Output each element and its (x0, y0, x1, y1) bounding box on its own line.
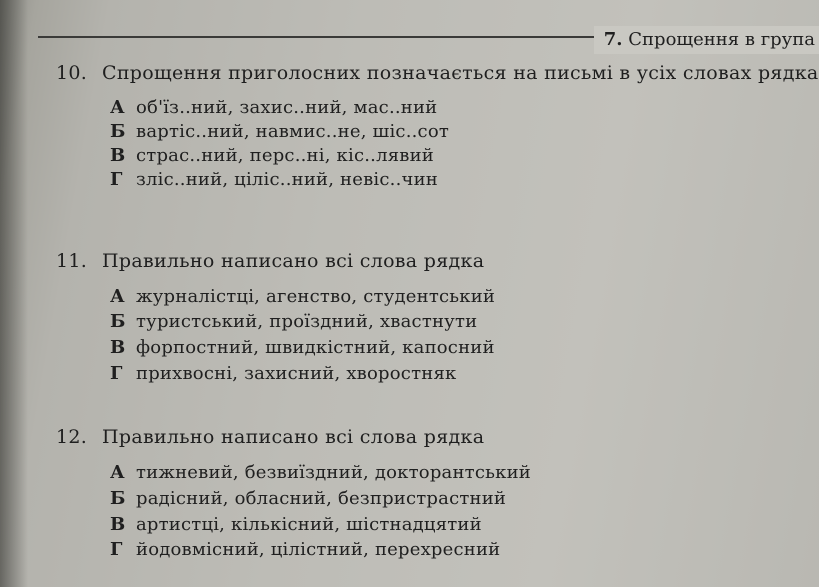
question-text: Правильно написано всі слова рядка (102, 426, 485, 448)
option-letter: Г (110, 363, 123, 384)
question-11 (56, 250, 484, 272)
question-text: Спрощення приголосних позначається на письмі в усіх словах рядка (102, 62, 819, 84)
option-g (110, 363, 456, 384)
option-b (110, 121, 449, 142)
option-text: тижневий, безвиїздний, докторантський (136, 462, 531, 483)
question-12 (56, 426, 484, 448)
option-letter: В (110, 514, 126, 535)
option-text: об'їз..ний, захис..ний, мас..ний (136, 97, 438, 118)
option-g (110, 539, 500, 560)
option-text: вартіс..ний, навмис..не, шіс..сот (136, 121, 450, 142)
option-letter: Г (110, 169, 123, 190)
option-letter: А (110, 286, 125, 307)
option-v (110, 337, 495, 358)
question-10 (56, 62, 819, 84)
option-text: прихвосні, захисний, хворостняк (136, 363, 457, 384)
option-letter: Б (110, 121, 126, 142)
option-a (110, 286, 495, 307)
option-text: зліс..ний, цiлiс..ний, невiс..чин (136, 169, 439, 190)
question-number: 12. (56, 426, 88, 448)
option-text: страс..ний, перс..ні, кіс..лявий (136, 145, 434, 166)
question-number: 11. (56, 250, 88, 272)
option-letter: В (110, 337, 126, 358)
option-letter: В (110, 145, 126, 166)
option-text: радісний, обласний, безпристрастний (136, 488, 507, 509)
option-a (110, 462, 531, 483)
option-v (110, 145, 434, 166)
question-number: 10. (56, 62, 88, 84)
section-number: 7. (603, 29, 623, 50)
option-text: журналістці, агенство, студентський (136, 286, 496, 307)
option-b (110, 488, 506, 509)
option-a (110, 97, 437, 118)
section-header (594, 26, 819, 54)
option-v (110, 514, 482, 535)
option-g (110, 169, 438, 190)
section-title: Спрощення в група (628, 29, 815, 50)
option-letter: Г (110, 539, 123, 560)
option-letter: Б (110, 311, 126, 332)
option-letter: А (110, 97, 125, 118)
question-text: Правильно написано всі слова рядка (102, 250, 485, 272)
option-text: туристський, проїздний, хвастнути (136, 311, 478, 332)
option-text: йодовмісний, цiлiстний, перехресний (136, 539, 501, 560)
option-text: форпостний, швидкістний, капосний (136, 337, 495, 358)
option-letter: А (110, 462, 125, 483)
option-b (110, 311, 477, 332)
page-edge-shadow (0, 0, 28, 587)
option-text: артистці, кількісний, шістнадцятий (136, 514, 482, 535)
option-letter: Б (110, 488, 126, 509)
